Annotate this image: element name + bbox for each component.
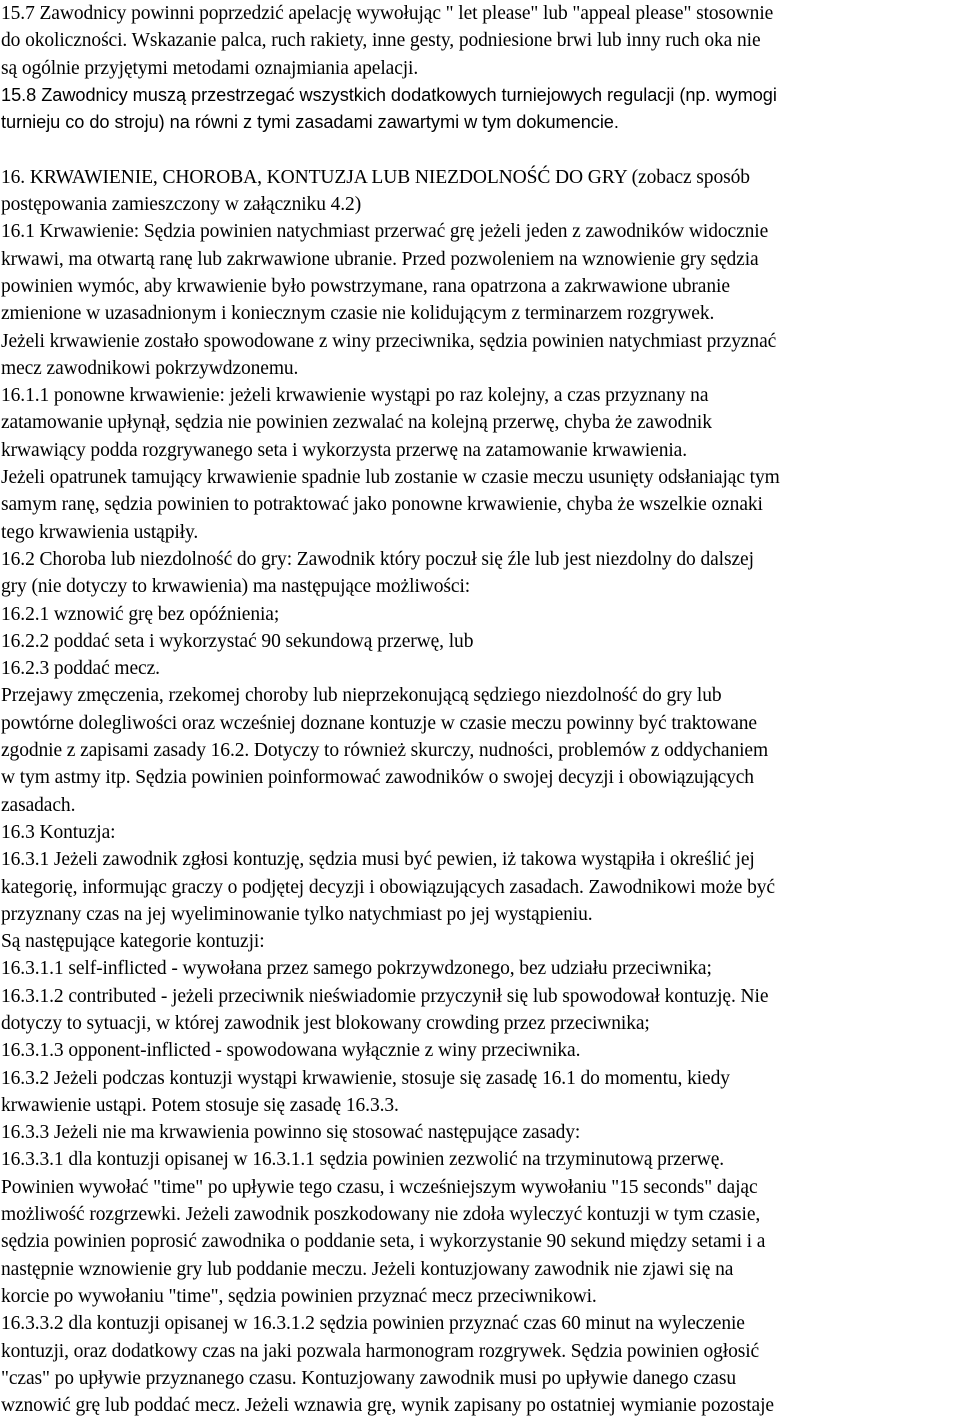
text-line: turnieju co do stroju) na równi z tymi zasadami zawartymi w tym dokumencie. bbox=[1, 112, 619, 133]
text-line: dotyczy to sytuacji, w której zawodnik jest blokowany crowding przez przeciwnika; bbox=[1, 1012, 650, 1034]
text-line: Jeżeli opatrunek tamujący krwawienie spadnie lub zostanie w czasie meczu usunięty odsłaniając tym bbox=[1, 467, 780, 489]
text-line: kategorię, informując graczy o podjętej decyzji i obowiązujących zasadach. Zawodnikowi może być bbox=[1, 876, 775, 898]
text-line: samym ranę, sędzia powinien to potraktować jako ponowne krwawienie, chyba że wszelkie oznaki bbox=[1, 494, 763, 516]
text-line-16-3: 16.3 Kontuzja: bbox=[1, 821, 116, 843]
text-line: krwawi, ma otwartą ranę lub zakrwawione ubranie. Przed pozwoleniem na wznowienie gry sędzia bbox=[1, 248, 759, 270]
text-line-15-7: 15.7 Zawodnicy powinni poprzedzić apelację wywołując " let please" lub "appeal please" stosownie bbox=[1, 3, 774, 24]
text-line: gry (nie dotyczy to krwawienia) ma następujące możliwości: bbox=[1, 576, 471, 598]
text-line: są ogólnie przyjętymi metodami oznajmiania apelacji. bbox=[1, 57, 419, 79]
text-line-16-3-1-2: 16.3.1.2 contributed - jeżeli przeciwnik nieświadomie przyczynił się lub spowodował kontuzję. Nie bbox=[1, 985, 769, 1007]
text-line: krwawiący podda rozgrywanego seta i wykorzysta przerwę na zatamowanie krwawienia. bbox=[1, 439, 688, 461]
text-line: zmienione w uzasadnionym i koniecznym czasie nie kolidującym z terminarzem rozgrywek. bbox=[1, 303, 715, 325]
text-line-16-3-3: 16.3.3 Jeżeli nie ma krwawienia powinno się stosować następujące zasady: bbox=[1, 1122, 581, 1144]
text-line: tego krwawienia ustąpiły. bbox=[1, 521, 199, 543]
text-line: Są następujące kategorie kontuzji: bbox=[1, 931, 265, 953]
text-line-16-3-2: 16.3.2 Jeżeli podczas kontuzji wystąpi krwawienie, stosuje się zasadę 16.1 do momentu, kiedy bbox=[1, 1067, 730, 1089]
text-line-15-8: 15.8 Zawodnicy muszą przestrzegać wszystkich dodatkowych turniejowych regulacji (np. wymogi bbox=[1, 84, 777, 105]
text-line: możliwość rozgrzewki. Jeżeli zawodnik poszkodowany nie zdoła wyleczyć kontuzji w tym czasie, bbox=[1, 1204, 761, 1226]
text-line-16-3-1-3: 16.3.1.3 opponent-inflicted - spowodowana wyłącznie z winy przeciwnika. bbox=[1, 1040, 581, 1062]
text-line: przyznany czas na jej wyeliminowanie tylko natychmiast po jej wystąpieniu. bbox=[1, 903, 593, 925]
text-line: wznowić grę lub poddać mecz. Jeżeli wznawia grę, wynik zapisany po ostatniej wymianie pozostaje bbox=[1, 1395, 774, 1417]
text-line: kontuzji, oraz dodatkowy czas na jaki pozwala harmonogram rozgrywek. Sędzia powinien ogłosić bbox=[1, 1340, 760, 1362]
blank-line bbox=[1, 136, 954, 163]
text-line: do okoliczności. Wskazanie palca, ruch rakiety, inne gesty, podniesione brwi lub inny ruch oka nie bbox=[1, 30, 761, 52]
text-line-16-3-3-2: 16.3.3.2 dla kontuzji opisanej w 16.3.1.2 sędzia powinien przyznać czas 60 minut na wyleczenie bbox=[1, 1313, 745, 1335]
text-line: Powinien wywołać "time" po upływie tego czasu, i wcześniejszym wywołaniu "15 seconds" dając bbox=[1, 1176, 758, 1198]
text-line: krwawienie ustąpi. Potem stosuje się zasadę 16.3.3. bbox=[1, 1094, 399, 1116]
text-line-16-2-3: 16.2.3 poddać mecz. bbox=[1, 658, 160, 680]
text-line: postępowania zamieszczony w załączniku 4.2) bbox=[1, 194, 362, 216]
text-line-16-2-1: 16.2.1 wznowić grę bez opóźnienia; bbox=[1, 603, 280, 625]
text-line: w tym astmy itp. Sędzia powinien poinformować zawodników o swojej decyzji i obowiązujących bbox=[1, 767, 754, 789]
text-line: Przejawy zmęczenia, rzekomej choroby lub nieprzekonującą sędziego niezdolność do gry lub bbox=[1, 685, 722, 707]
text-line: Jeżeli krwawienie zostało spowodowane z winy przeciwnika, sędzia powinien natychmiast przyznać bbox=[1, 330, 777, 352]
text-line-16-3-1-1: 16.3.1.1 self-inflicted - wywołana przez samego pokrzywdzonego, bez udziału przeciwnika; bbox=[1, 958, 712, 980]
text-line: "czas" po upływie przyznanego czasu. Kontuzjowany zawodnik musi po upływie danego czasu bbox=[1, 1367, 736, 1389]
text-line-16-3-1: 16.3.1 Jeżeli zawodnik zgłosi kontuzję, sędzia musi być pewien, iż takowa wystąpiła i określić jej bbox=[1, 849, 755, 871]
text-line: powinien wymóc, aby krwawienie było powstrzymane, rana opatrzona a zakrwawione ubranie bbox=[1, 275, 730, 297]
text-line: mecz zawodnikowi pokrzywdzonemu. bbox=[1, 357, 299, 379]
text-line: sędzia powinien poprosić zawodnika o poddanie seta, i wykorzystanie 90 sekund między setami i a bbox=[1, 1231, 766, 1253]
text-line-16-2-2: 16.2.2 poddać seta i wykorzystać 90 sekundową przerwę, lub bbox=[1, 630, 474, 652]
text-line: powtórne dolegliwości oraz wcześniej doznane kontuzje w czasie meczu powinny być traktowane bbox=[1, 712, 757, 734]
text-line-16-1: 16.1 Krwawienie: Sędzia powinien natychmiast przerwać grę jeżeli jeden z zawodników widocznie bbox=[1, 221, 769, 243]
text-line-16-1-1: 16.1.1 ponowne krwawienie: jeżeli krwawienie wystąpi po raz kolejny, a czas przyznany na bbox=[1, 385, 709, 407]
text-line-16-2: 16.2 Choroba lub niezdolność do gry: Zawodnik który poczuł się źle lub jest niezdolny do dalszej bbox=[1, 548, 754, 570]
text-line-16-3-3-1: 16.3.3.1 dla kontuzji opisanej w 16.3.1.1 sędzia powinien zezwolić na trzyminutową przerwę. bbox=[1, 1149, 725, 1171]
text-line: korcie po wywołaniu "time", sędzia powinien przyznać mecz przeciwnikowi. bbox=[1, 1285, 597, 1307]
section-heading-16: 16. KRWAWIENIE, CHOROBA, KONTUZJA LUB NIEZDOLNOŚĆ DO GRY (zobacz sposób bbox=[1, 166, 750, 188]
text-line: zatamowanie upłynął, sędzia nie powinien zezwalać na kolejną przerwę, chyba że zawodnik bbox=[1, 412, 712, 434]
text-line: zasadach. bbox=[1, 794, 76, 816]
text-line: zgodnie z zapisami zasady 16.2. Dotyczy to również skurczy, nudności, problemów z oddychaniem bbox=[1, 740, 769, 762]
text-line: następnie wznowienie gry lub poddanie meczu. Jeżeli kontuzjowany zawodnik nie zjawi się na bbox=[1, 1258, 734, 1280]
